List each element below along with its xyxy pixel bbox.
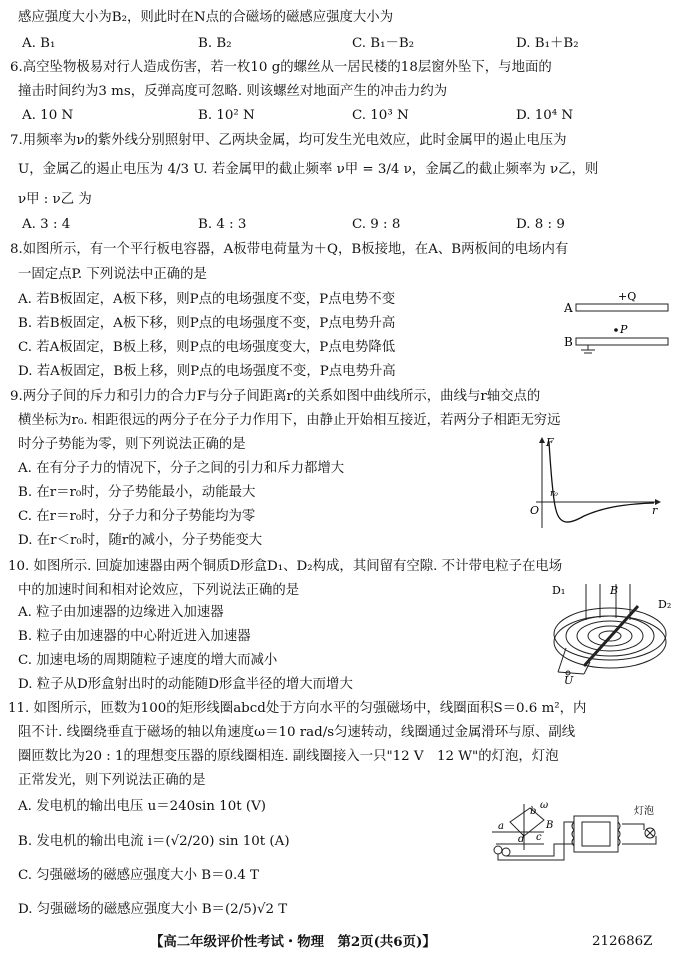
q7-option-b: B. 4 : 3 bbox=[198, 217, 247, 232]
q10-option-c: C. 加速电场的周期随粒子速度的增大而减小 bbox=[18, 653, 278, 668]
q7-line-3: ν甲 : ν乙 为 bbox=[18, 192, 92, 207]
q11-option-c: C. 匀强磁场的磁感应强度大小 B＝0.4 T bbox=[18, 868, 259, 883]
q5-option-c: C. B₁－B₂ bbox=[352, 36, 415, 51]
q9-option-b: B. 在r＝r₀时，分子势能最小，动能最大 bbox=[18, 485, 256, 500]
q8-line-1: 8.如图所示，有一个平行板电容器，A板带电荷量为＋Q，B板接地，在A、B两板间的电场内有 bbox=[10, 242, 569, 257]
q7-option-a: A. 3 : 4 bbox=[22, 217, 71, 232]
q8-option-d: D. 若A板固定，B板上移，则P点的电场强度不变，P点电势升高 bbox=[18, 364, 396, 379]
q11-line-4: 正常发光，则下列说法正确的是 bbox=[18, 773, 206, 788]
origin-label: O bbox=[530, 504, 540, 517]
capacitor-figure bbox=[560, 290, 672, 362]
q10-option-d: D. 粒子从D形盒射出时的动能随D形盒半径的增大而增大 bbox=[18, 677, 353, 692]
q11-option-b: B. 发电机的输出电流 i＝(√2/20) sin 10t (A) bbox=[18, 834, 290, 849]
q11-line-2: 阻不计. 线圈绕垂直于磁场的轴以角速度ω＝10 rad/s匀速转动，线圈通过金属滑环与原、副线 bbox=[18, 725, 576, 740]
coil-b-vertex: b bbox=[530, 806, 537, 817]
q9-option-a: A. 在有分子力的情况下，分子之间的引力和斥力都增大 bbox=[18, 461, 345, 476]
plate-b bbox=[576, 338, 668, 345]
q10-option-b: B. 粒子由加速器的中心附近进入加速器 bbox=[18, 629, 251, 644]
q11-line-1: 11. 如图所示，匝数为100的矩形线圈abcd处于方向水平的匀强磁场中，线圈面积S＝0.6 m²，内 bbox=[8, 701, 587, 716]
q6-line-2: 撞击时间约为3 ms，反弹高度可忽略. 则该螺丝对地面产生的冲击力约为 bbox=[18, 84, 448, 99]
d1-label: D₁ bbox=[552, 584, 566, 597]
transformer-core bbox=[574, 816, 618, 852]
coil-c-vertex: c bbox=[536, 832, 542, 843]
d2-label: D₂ bbox=[658, 598, 672, 611]
q5-option-a: A. B₁ bbox=[22, 36, 56, 51]
coil-a-vertex: a bbox=[498, 821, 504, 832]
q7-option-c: C. 9 : 8 bbox=[352, 217, 401, 232]
q11-option-a: A. 发电机的输出电压 u＝240sin 10t (V) bbox=[18, 799, 266, 814]
q9-option-d: D. 在r＜r₀时，随r的减小，分子势能变大 bbox=[18, 533, 263, 548]
point-p-label: P bbox=[620, 323, 628, 336]
q10-line-1: 10. 如图所示. 回旋加速器由两个铜质D形盒D₁、D₂构成，其间留有空隙. 不计带电粒子在电场 bbox=[8, 559, 563, 574]
q8-option-c: C. 若A板固定，B板上移，则P点的电场强度变大，P点电势降低 bbox=[18, 340, 396, 355]
q5-continuation: 感应强度大小为B₂，则此时在N点的合磁场的磁感应强度大小为 bbox=[18, 10, 394, 25]
q9-line-3: 时分子势能为零，则下列说法正确的是 bbox=[18, 437, 246, 452]
generator-transformer-figure bbox=[484, 800, 672, 862]
q7-line-1: 7.用频率为ν的紫外线分别照射甲、乙两块金属，均可发生光电效应，此时金属甲的遏止电压为 bbox=[10, 133, 567, 148]
field-b-label: B bbox=[546, 820, 554, 831]
b-label: B bbox=[610, 584, 619, 597]
q8-option-b: B. 若B板固定，A板下移，则P点的电场强度不变，P点电势升高 bbox=[18, 316, 396, 331]
q5-option-d: D. B₁＋B₂ bbox=[516, 36, 579, 51]
q10-option-a: A. 粒子由加速器的边缘进入加速器 bbox=[18, 605, 224, 620]
point-p bbox=[614, 328, 618, 332]
q6-option-b: B. 10² N bbox=[198, 108, 255, 123]
q9-option-c: C. 在r＝r₀时，分子力和分子势能均为零 bbox=[18, 509, 256, 524]
plate-b-label: B bbox=[564, 335, 573, 349]
q9-line-2: 横坐标为r₀. 相距很远的两分子在分子力作用下，由静止开始相互接近，若两分子相距无穷远 bbox=[18, 413, 561, 428]
q6-line-1: 6.高空坠物极易对行人造成伤害，若一枚10 g的螺丝从一居民楼的18层窗外坠下，与地面的 bbox=[10, 60, 552, 75]
q11-option-d: D. 匀强磁场的磁感应强度大小 B＝(2/5)√2 T bbox=[18, 902, 288, 917]
footer-title: 【高二年级评价性考试・物理 第2页(共6页)】 bbox=[150, 934, 436, 950]
q6-option-d: D. 10⁴ N bbox=[516, 108, 574, 123]
charge-label: +Q bbox=[618, 290, 637, 303]
u-label: U bbox=[564, 674, 574, 687]
lamp-label: 灯泡 bbox=[634, 806, 654, 817]
q8-option-a: A. 若B板固定，A板下移，则P点的电场强度不变，P点电势不变 bbox=[18, 292, 396, 307]
q7-option-d: D. 8 : 9 bbox=[516, 217, 565, 232]
f-axis-label: F bbox=[546, 436, 554, 449]
q5-option-b: B. B₂ bbox=[198, 36, 232, 51]
plate-a-label: A bbox=[564, 301, 573, 315]
cyclotron-figure bbox=[544, 578, 672, 690]
q6-option-c: C. 10³ N bbox=[352, 108, 409, 123]
q9-line-1: 9.两分子间的斥力和引力的合力F与分子间距离r的关系如图中曲线所示，曲线与r轴交点的 bbox=[10, 389, 541, 404]
plate-a bbox=[576, 304, 668, 311]
q10-line-2: 中的加速时间和相对论效应，下列说法正确的是 bbox=[18, 583, 300, 598]
molecular-force-graph bbox=[522, 434, 664, 530]
footer-code: 212686Z bbox=[592, 934, 653, 949]
r0-label: r₀ bbox=[550, 489, 558, 499]
gap-slit bbox=[584, 606, 638, 666]
q8-line-2: 一固定点P. 下列说法中正确的是 bbox=[18, 267, 207, 282]
r-axis-label: r bbox=[652, 504, 658, 517]
q7-line-2: U，金属乙的遏止电压为 4/3 U. 若金属甲的截止频率 ν甲 = 3/4 ν，金属乙的截止频率为 ν乙，则 bbox=[18, 162, 599, 177]
force-curve bbox=[549, 442, 654, 522]
q11-line-3: 圈匝数比为20 : 1的理想变压器的原线圈相连. 副线圈接入一只"12 V 12 W"的灯泡，灯泡 bbox=[18, 749, 559, 764]
q6-option-a: A. 10 N bbox=[22, 108, 74, 123]
coil-d-vertex: d bbox=[518, 834, 525, 845]
omega-label: ω bbox=[540, 800, 549, 811]
